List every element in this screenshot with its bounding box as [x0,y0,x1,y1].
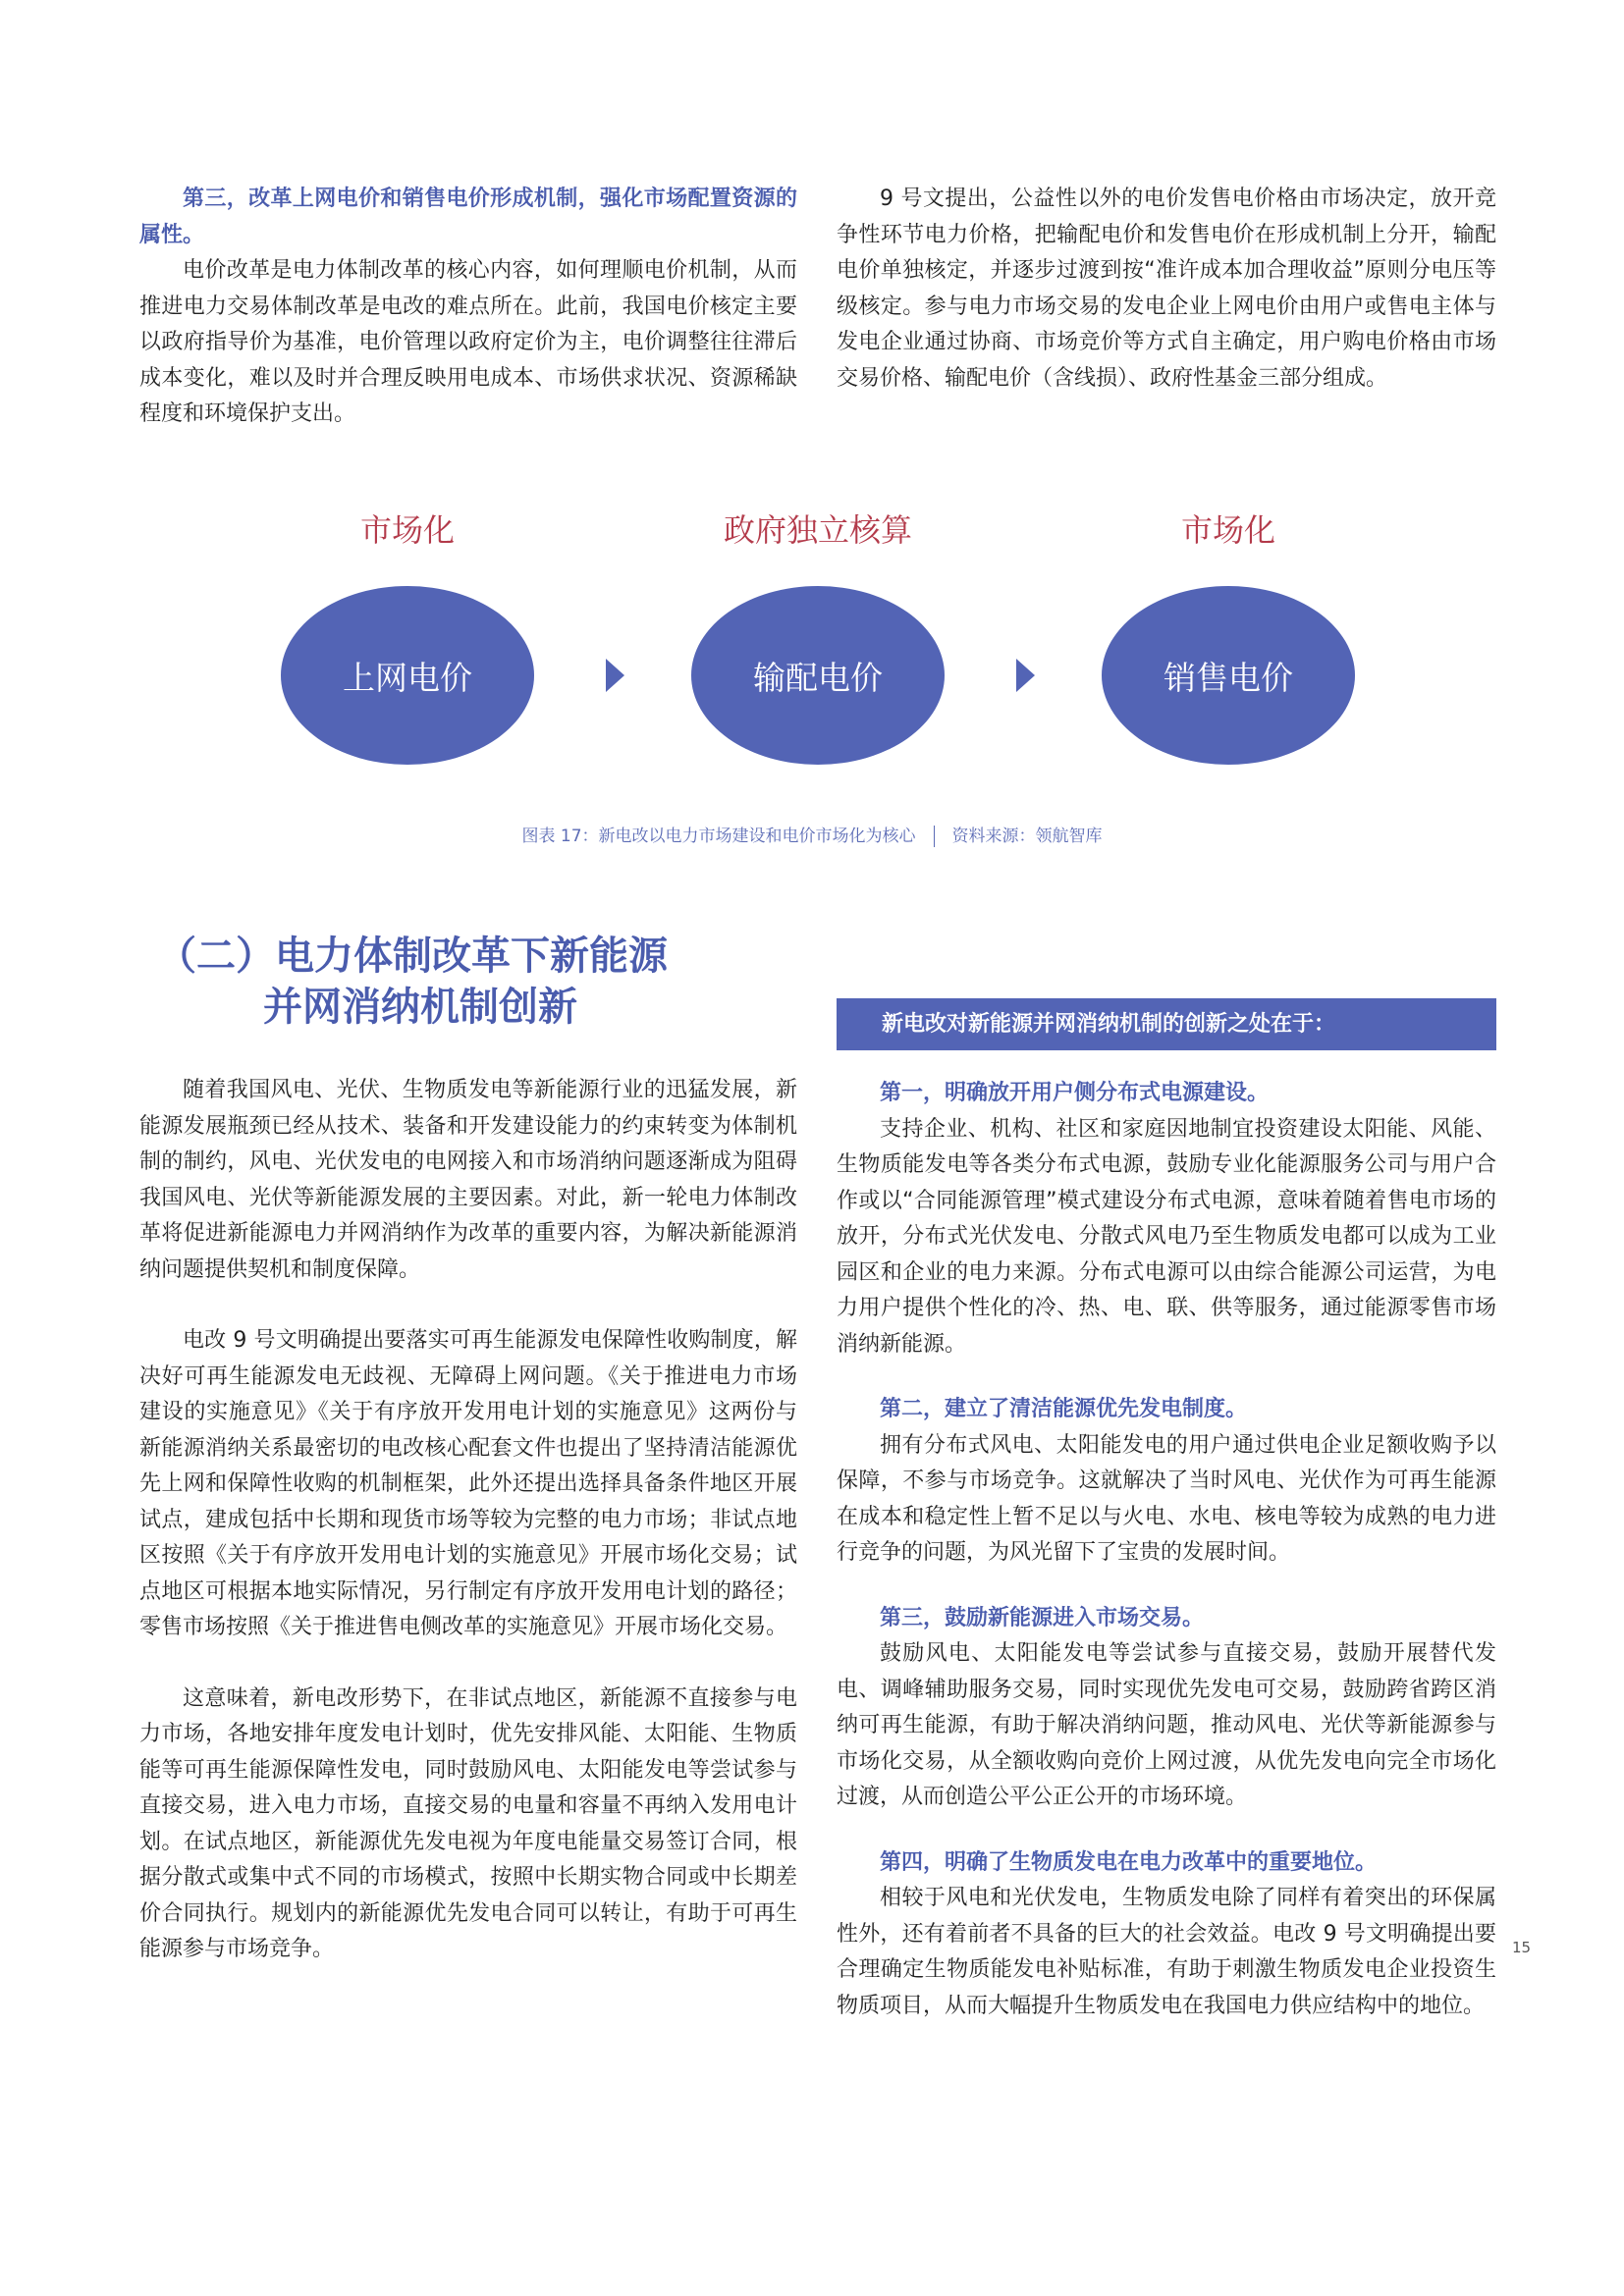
arrow-right-icon [1016,659,1035,692]
price-flow-diagram [0,496,1624,790]
page-number: 15 [1512,1939,1532,1956]
paragraph: 拥有分布式风电、太阳能发电的用户通过供电企业足额收购予以保障，不参与市场竞争。这就解决了当时风电、光伏作为可再生能源在成本和稳定性上暂不足以与火电、水电、核电等较为成熟的电力进行竞争的问题，为风光留下了宝贵的发展时间。 [837,1432,1496,1565]
section-heading-line2: 并网消纳机制创新 [263,985,577,1030]
figure-title: 图表 17：新电改以电力市场建设和电价市场化为核心 [521,827,916,846]
stage-ellipse-retail-price [1102,586,1355,765]
paragraph: 这意味着，新电改形势下，在非试点地区，新能源不直接参与电力市场，各地安排年度发电计划时，优先安排风能、太阳能、生物质能等可再生能源保障性发电，同时鼓励风电、太阳能发电等尝试参与直接交易，进入电力市场，直接交易的电量和容量不再纳入发用电计划。在试点地区，新能源优先发电视为年度电能量交易签订合同，根据分散式或集中式不同的市场模式，按照中长期实物合同或中长期差价合同执行。规划内的新能源优先发电合同可以转让，有助于可再生能源参与市场竞争。 [139,1685,797,1961]
paragraph: 随着我国风电、光伏、生物质发电等新能源行业的迅猛发展，新能源发展瓶颈已经从技术、装备和开发建设能力的约束转变为体制机制的制约，风电、光伏发电的电网接入和市场消纳问题逐渐成为阻碍我国风电、光伏等新能源发展的主要因素。对此，新一轮电力体制改革将促进新能源电力并网消纳作为改革的重要内容，为解决新能源消纳问题提供契机和制度保障。 [139,1078,797,1282]
figure-caption [0,822,1624,847]
stage-caption: 市场化 [1180,511,1275,549]
stage-label: 输配电价 [753,658,883,697]
innovation-heading: 第二，建立了清洁能源优先发电制度。 [880,1397,1248,1421]
paragraph: 电改 9 号文明确提出要落实可再生能源发电保障性收购制度，解决好可再生能源发电无歧视、无障碍上网问题。《关于推进电力市场建设的实施意见》《关于有序放开发用电计划的实施意见》这两份与新能源消纳关系最密切的电改核心配套文件也提出了坚持清洁能源优先上网和保障性收购的机制框架，此外还提出选择具备条件地区开展试点，建成包括中长期和现货市场等较为完整的电力市场；非试点地区按照《关于有序放开发用电计划的实施意见》开展市场化交易；试点地区可根据本地实际情况，另行制定有序放开发用电计划的路径；零售市场按照《关于推进售电侧改革的实施意见》开展市场化交易。 [139,1328,797,1639]
paragraph: 电价改革是电力体制改革的核心内容，如何理顺电价机制，从而推进电力交易体制改革是电改的难点所在。此前，我国电价核定主要以政府指导价为基准，电价管理以政府定价为主，电价调整往往滞后成本变化，难以及时并合理反映用电成本、市场供求状况、资源稀缺程度和环境保护支出。 [139,258,797,426]
stage-label: 销售电价 [1164,658,1293,697]
top-left-column [139,182,797,433]
stage-ellipse-transmission-price [691,586,945,765]
paragraph: 鼓励风电、太阳能发电等尝试参与直接交易，鼓励开展替代发电、调峰辅助服务交易，同时实现优先发电可交易，鼓励跨省跨区消纳可再生能源，有助于解决消纳问题，推动风电、光伏等新能源参与市场化交易，从全额收购向竞价上网过渡，从优先发电向完全市场化过渡，从而创造公平公正公开的市场环境。 [837,1641,1496,1809]
section-heading-line1: （二）电力体制改革下新能源 [157,934,668,979]
lower-left-column [139,1073,797,1968]
innovation-banner: 新电改对新能源并网消纳机制的创新之处在于： [837,998,1496,1050]
innovation-heading: 第三，鼓励新能源进入市场交易。 [880,1605,1205,1630]
section-heading [157,931,668,1033]
figure-source: 资料来源：领航智库 [951,827,1103,846]
stage-label: 上网电价 [343,658,472,697]
caption-divider [934,826,935,847]
paragraph: 相较于风电和光伏发电，生物质发电除了同样有着突出的环保属性外，还有着前者不具备的巨大的社会效益。电改 9 号文明确提出要合理确定生物质能发电补贴标准，有助于刺激生物质发电企业投资生物质项目，从而大幅提升生物质发电在我国电力供应结构中的地位。 [837,1886,1496,2018]
innovation-heading: 第一，明确放开用户侧分布式电源建设。 [880,1081,1270,1105]
innovation-heading: 第四，明确了生物质发电在电力改革中的重要地位。 [880,1849,1378,1875]
top-right-column [837,182,1496,397]
section-heading-third: 第三，改革上网电价和销售电价形成机制，强化市场配置资源的属性。 [139,187,797,247]
stage-caption: 市场化 [359,511,455,549]
lower-right-column [837,1076,1496,2024]
stage-caption: 政府独立核算 [723,511,912,549]
stage-ellipse-grid-price [281,586,534,765]
arrow-right-icon [606,659,624,692]
paragraph: 支持企业、机构、社区和家庭因地制宜投资建设太阳能、风能、生物质能发电等各类分布式电源，鼓励专业化能源服务公司与用户合作或以“合同能源管理”模式建设分布式电源，意味着随着售电市场的放开，分布式光伏发电、分散式风电乃至生物质发电都可以成为工业园区和企业的电力来源。分布式电源可以由综合能源公司运营，为电力用户提供个性化的冷、热、电、联、供等服务，通过能源零售市场消纳新能源。 [837,1116,1496,1357]
paragraph: 9 号文提出，公益性以外的电价发售电价格由市场决定，放开竞争性环节电力价格，把输配电价和发售电价在形成机制上分开，输配电价单独核定，并逐步过渡到按“准许成本加合理收益”原则分电压等级核定。参与电力市场交易的发电企业上网电价由用户或售电主体与发电企业通过协商、市场竞价等方式自主确定，用户购电价格由市场交易价格、输配电价（含线损）、政府性基金三部分组成。 [837,187,1496,391]
